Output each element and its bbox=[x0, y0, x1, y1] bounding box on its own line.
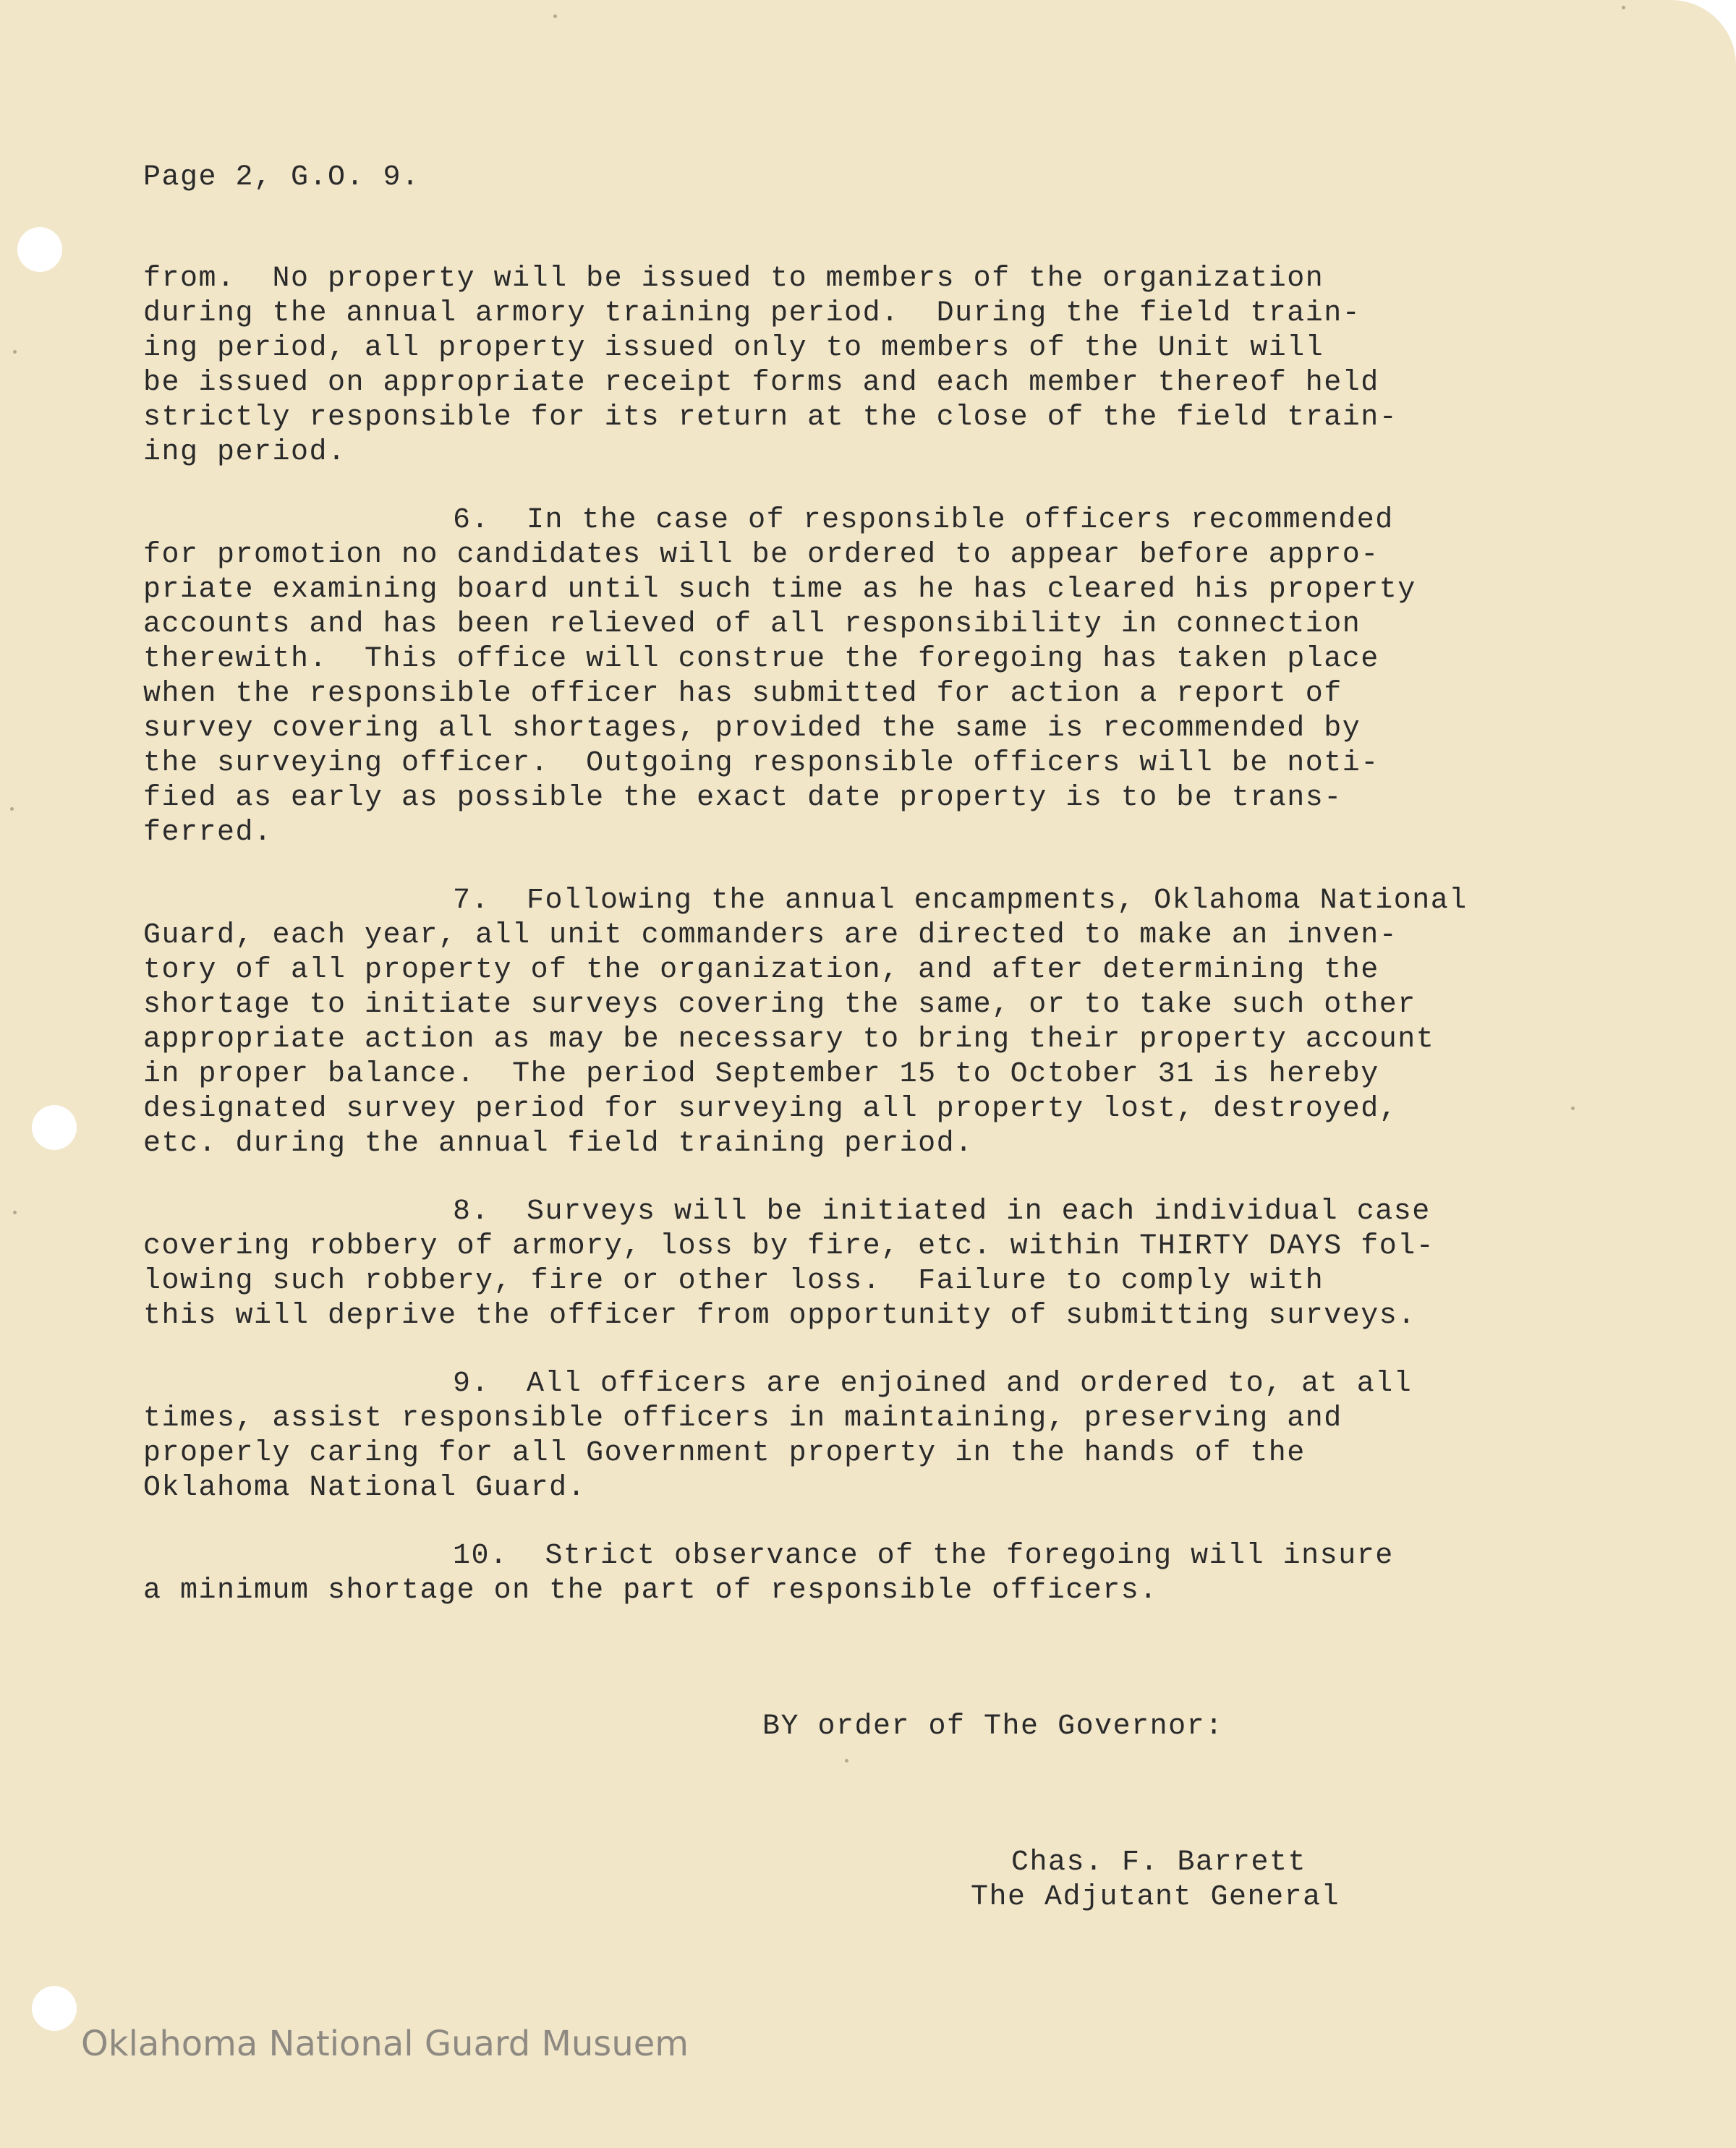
text-line: when the responsible officer has submitted for action a report of bbox=[143, 678, 1343, 710]
paper-speck bbox=[1571, 1107, 1575, 1110]
text-line: strictly responsible for its return at the close of the field train- bbox=[143, 401, 1398, 434]
text-line: this will deprive the officer from opportunity of submitting surveys. bbox=[143, 1300, 1416, 1332]
paper-speck bbox=[13, 350, 17, 354]
text-line: times, assist responsible officers in maintaining, preserving and bbox=[143, 1402, 1343, 1435]
text-line: in proper balance. The period September 15 to October 31 is hereby bbox=[143, 1058, 1379, 1091]
text-line: 8. Surveys will be initiated in each individual case bbox=[453, 1196, 1431, 1228]
text-line: fied as early as possible the exact date property is to be trans- bbox=[143, 782, 1343, 814]
text-line: appropriate action as may be necessary to bring their property account bbox=[143, 1023, 1435, 1056]
text-line: accounts and has been relieved of all responsibility in connection bbox=[143, 608, 1361, 641]
text-line: ferred. bbox=[143, 817, 273, 849]
text-line: Oklahoma National Guard. bbox=[143, 1472, 587, 1504]
text-line: for promotion no candidates will be ordered to appear before appro- bbox=[143, 539, 1379, 571]
text-line: properly caring for all Government property in the hands of the bbox=[143, 1437, 1306, 1470]
text-line: priate examining board until such time as he has cleared his property bbox=[143, 574, 1416, 606]
text-line: 7. Following the annual encampments, Oklahoma National bbox=[453, 885, 1468, 917]
text-line: lowing such robbery, fire or other loss. Failure to comply with bbox=[143, 1265, 1324, 1297]
text-line: be issued on appropriate receipt forms and each member thereof held bbox=[143, 367, 1379, 399]
text-line: designated survey period for surveying all property lost, destroyed, bbox=[143, 1093, 1398, 1125]
museum-watermark: Oklahoma National Guard Musuem bbox=[81, 2024, 689, 2064]
punch-hole-bottom bbox=[32, 1986, 77, 2031]
text-line: tory of all property of the organization, and after determining the bbox=[143, 954, 1379, 986]
paper-speck bbox=[1622, 6, 1625, 9]
text-line: etc. during the annual field training period. bbox=[143, 1128, 974, 1160]
paper-speck bbox=[10, 807, 14, 811]
text-line: Guard, each year, all unit commanders are directed to make an inven- bbox=[143, 919, 1398, 952]
text-line: the surveying officer. Outgoing responsible officers will be noti- bbox=[143, 747, 1379, 780]
text-line: therewith. This office will construe the foregoing has taken place bbox=[143, 643, 1379, 675]
closing-line: BY order of The Governor: bbox=[762, 1710, 1224, 1743]
paper-speck bbox=[845, 1759, 848, 1763]
text-line: from. No property will be issued to members of the organization bbox=[143, 263, 1324, 295]
text-line: survey covering all shortages, provided the same is recommended by bbox=[143, 712, 1361, 745]
punch-hole-top bbox=[17, 227, 62, 272]
paper-speck bbox=[553, 14, 557, 18]
text-line: 10. Strict observance of the foregoing will insure bbox=[453, 1540, 1394, 1572]
text-line: shortage to initiate surveys covering the same, or to take such other bbox=[143, 989, 1416, 1021]
text-line: ing period, all property issued only to members of the Unit will bbox=[143, 332, 1324, 365]
text-line: covering robbery of armory, loss by fire, etc. within THIRTY DAYS fol- bbox=[143, 1230, 1435, 1263]
signature-name: Chas. F. Barrett bbox=[1011, 1846, 1307, 1879]
text-line: ing period. bbox=[143, 436, 346, 469]
text-line: 6. In the case of responsible officers recommended bbox=[453, 504, 1394, 537]
text-line: during the annual armory training period. During the field train- bbox=[143, 297, 1361, 330]
text-line: a minimum shortage on the part of responsible officers. bbox=[143, 1574, 1158, 1607]
page-header: Page 2, G.O. 9. bbox=[143, 161, 420, 194]
paper-speck bbox=[13, 1211, 17, 1214]
text-line: 9. All officers are enjoined and ordered to, at all bbox=[453, 1368, 1413, 1400]
punch-hole-middle bbox=[32, 1105, 77, 1150]
signature-title: The Adjutant General bbox=[971, 1881, 1340, 1914]
